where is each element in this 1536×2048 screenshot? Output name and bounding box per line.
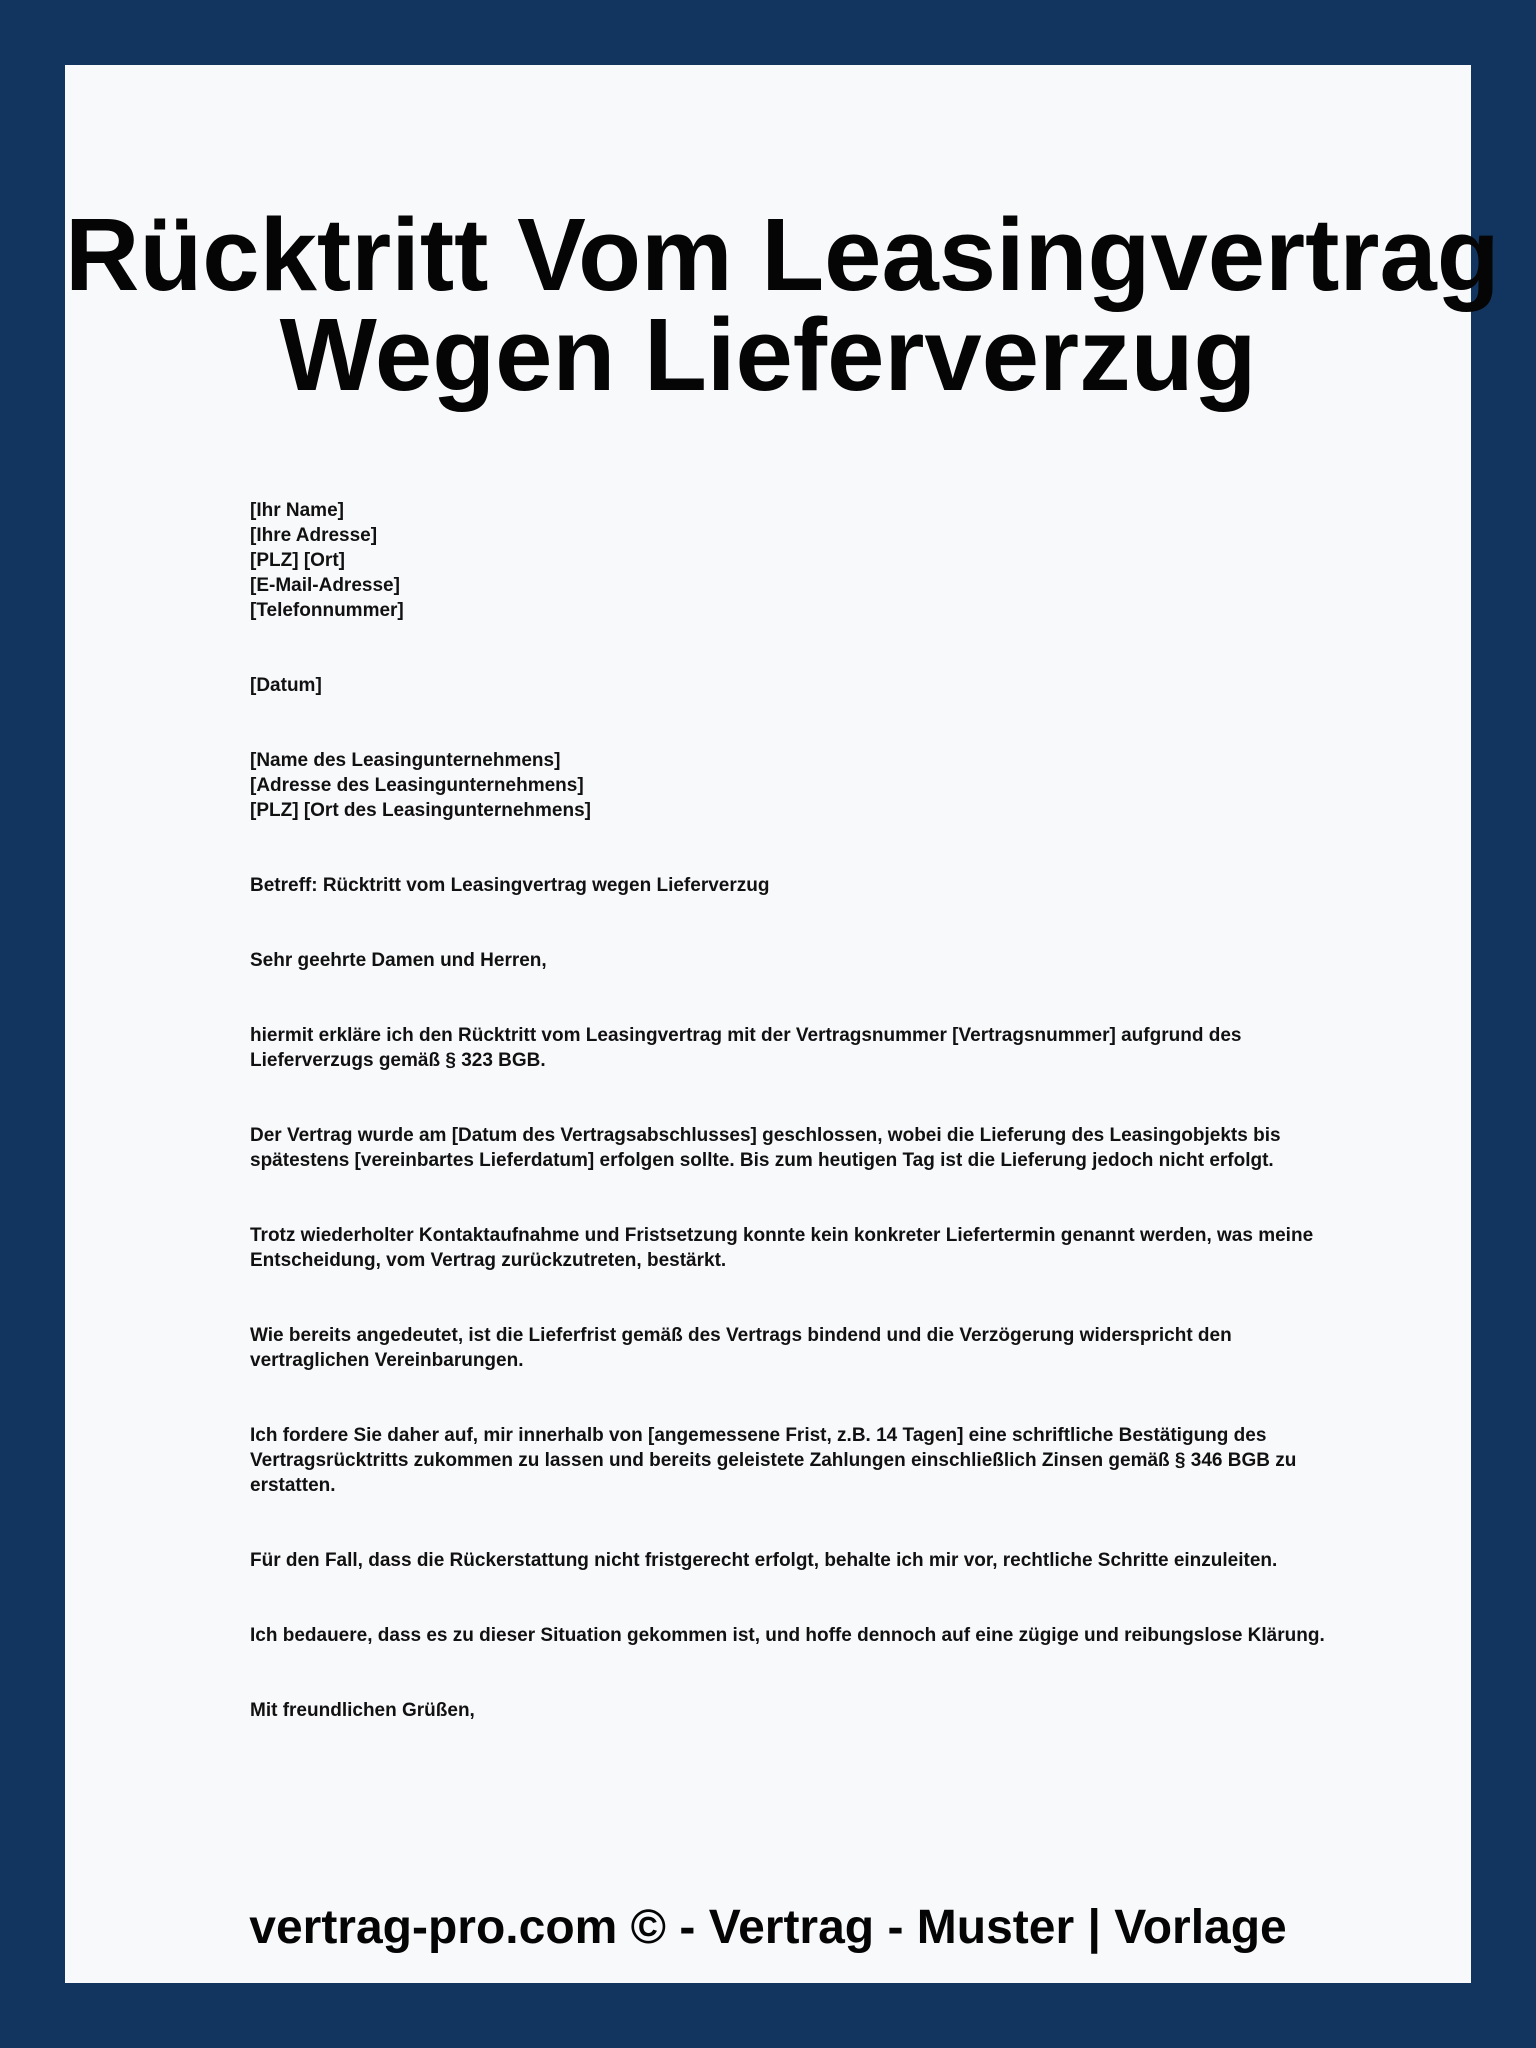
date-line: [Datum] [250, 675, 322, 696]
subject-line: Betreff: Rücktritt vom Leasingvertrag wegen Lieferverzug [250, 875, 770, 896]
letter-date [250, 673, 1350, 698]
page-title [65, 197, 1500, 412]
sender-line: [Ihre Adresse] [250, 525, 378, 546]
title-line: Wegen Lieferverzug [279, 297, 1257, 412]
body-paragraph: hiermit erkläre ich den Rücktritt vom Leasingvertrag mit der Vertragsnummer [Vertragsnummer] aufgrund des Lieferverzugs gemäß § 323 BGB. [250, 1025, 1242, 1071]
sender-line: [Ihr Name] [250, 500, 344, 521]
recipient-line: [Name des Leasingunternehmens] [250, 750, 561, 771]
body-paragraph: Trotz wiederholter Kontaktaufnahme und Fristsetzung konnte kein konkreter Liefertermin genannt werden, was meine Entscheidung, vom Vertrag zurückzutreten, bestärkt. [250, 1225, 1314, 1271]
salutation: Sehr geehrte Damen und Herren, [250, 950, 547, 971]
body-paragraph: Ich bedauere, dass es zu dieser Situation gekommen ist, und hoffe dennoch auf eine zügige und reibungslose Klärung. [250, 1625, 1325, 1646]
sender-line: [E-Mail-Adresse] [250, 575, 400, 596]
sender-address [250, 498, 1350, 623]
recipient-line: [PLZ] [Ort des Leasingunternehmens] [250, 800, 591, 821]
document-page [65, 65, 1500, 1983]
body-paragraph: Wie bereits angedeutet, ist die Lieferfrist gemäß des Vertrags bindend und die Verzögerung widerspricht den vertraglichen Vereinbarungen. [250, 1325, 1232, 1371]
footer-watermark: vertrag-pro.com © - Vertrag - Muster | Vorlage [249, 1901, 1287, 1954]
title-line: Rücktritt Vom Leasingvertrag [65, 197, 1500, 312]
letter-body [250, 498, 1350, 1773]
sender-line: [PLZ] [Ort] [250, 550, 345, 571]
recipient-address [250, 748, 1350, 823]
closing-line: Mit freundlichen Grüßen, [250, 1700, 475, 1721]
body-paragraph: Für den Fall, dass die Rückerstattung nicht fristgerecht erfolgt, behalte ich mir vor, rechtliche Schritte einzuleiten. [250, 1550, 1278, 1571]
sender-line: [Telefonnummer] [250, 600, 404, 621]
recipient-line: [Adresse des Leasingunternehmens] [250, 775, 584, 796]
body-paragraph: Der Vertrag wurde am [Datum des Vertragsabschlusses] geschlossen, wobei die Lieferung des Leasingobjekts bis spätestens [vereinbartes Lieferdatum] erfolgen sollte. Bis zum heutigen Tag ist die Lieferung jedoch nicht erfolgt. [250, 1125, 1281, 1171]
body-paragraph: Ich fordere Sie daher auf, mir innerhalb von [angemessene Frist, z.B. 14 Tagen] eine schriftliche Bestätigung des Vertragsrücktritts zukommen zu lassen und bereits geleistete Zahlungen einschließlich Zinsen gemäß § 346 BGB zu erstatten. [250, 1425, 1297, 1496]
